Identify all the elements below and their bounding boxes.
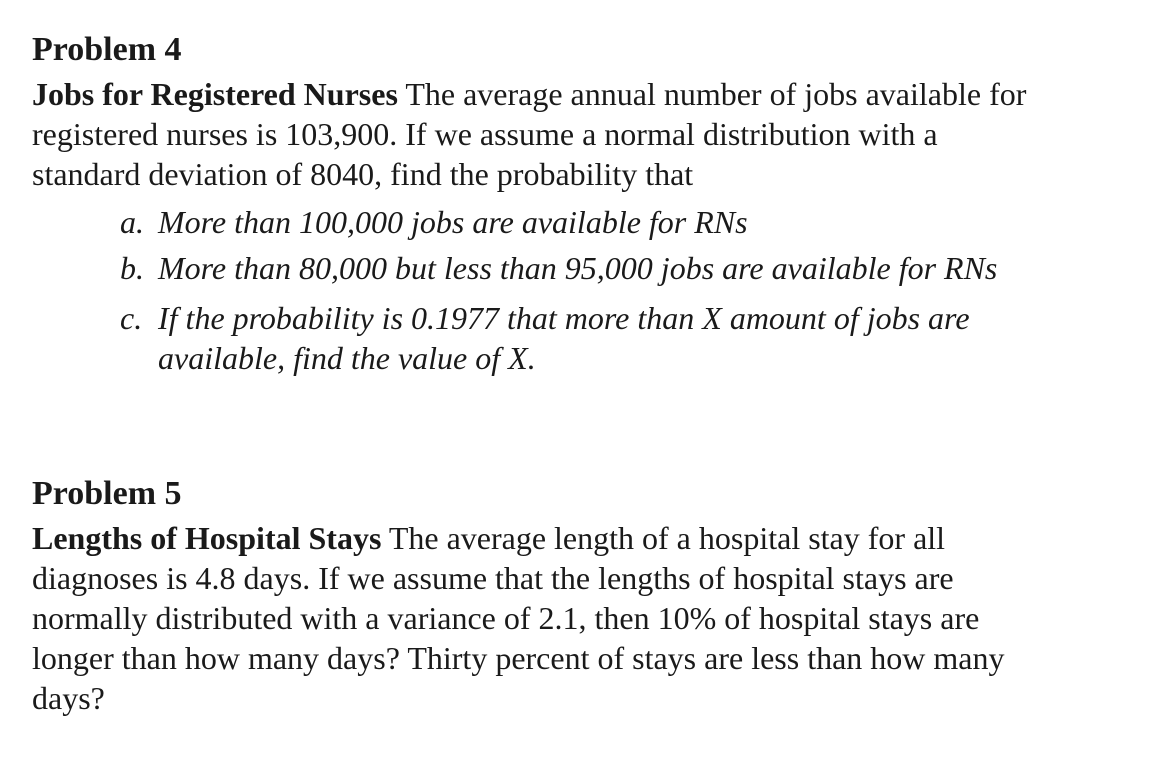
part-b-text: More than 80,000 but less than 95,000 jobs are available for RNs xyxy=(158,250,998,286)
problem-4-heading: Problem 4 xyxy=(32,31,182,68)
problem-4-statement xyxy=(32,74,1032,194)
problem-5-statement xyxy=(32,518,1052,718)
problem-4-topic: Jobs for Registered Nurses xyxy=(32,76,398,112)
problem-5-text: The average length of a hospital stay for all diagnoses is 4.8 days. If we assume that the lengths of hospital stays are normally distributed with a variance of 2.1, then 10% of hospital stays are longer than how many days? Thirty percent of stays are less than how many days? xyxy=(32,520,1005,716)
part-b-marker: b. xyxy=(120,250,144,286)
part-c-marker: c. xyxy=(120,300,143,336)
part-a-marker: a. xyxy=(120,204,144,240)
part-c-text: If the probability is 0.1977 that more than X amount of jobs are available, find the value of X. xyxy=(158,300,970,376)
problem-4-part-c xyxy=(32,298,1048,378)
problem-5-section xyxy=(32,474,1122,718)
problem-4-section xyxy=(32,30,1122,378)
problem-4-text: The average annual number of jobs available for registered nurses is 103,900. If we assume a normal distribution with a standard deviation of 8040, find the probability that xyxy=(32,76,1027,192)
part-a-text: More than 100,000 jobs are available for RNs xyxy=(158,204,748,240)
problem-4-parts-list xyxy=(32,202,1122,378)
problem-5-heading: Problem 5 xyxy=(32,475,182,512)
problem-5-topic: Lengths of Hospital Stays xyxy=(32,520,382,556)
problem-4-part-b xyxy=(32,248,1048,288)
problem-4-part-a xyxy=(32,202,1048,242)
